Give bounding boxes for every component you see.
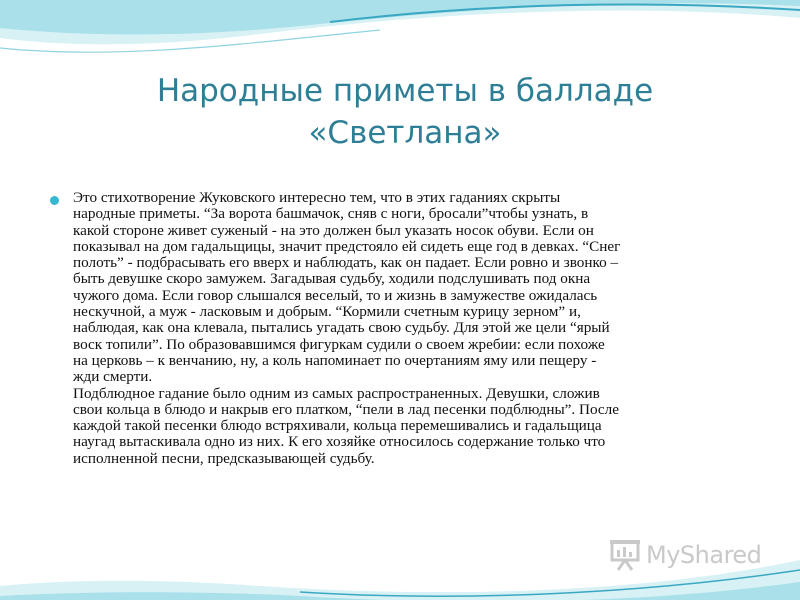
slide-title xyxy=(90,70,720,154)
presentation-board-icon xyxy=(608,538,642,572)
slide-title-line-2: «Светлана» xyxy=(308,115,502,151)
slide-body-text: Это стихотворение Жуковского интересно тем, что в этих гаданиях скрыты народные приметы. “За ворота башмачок, сняв с ноги, бросали”чтобы узнать, в какой стороне живет суженый - на это должен был указать носок обуви. Если он показывал на дом гадальщицы, значит предстояло ей сидеть еще год в девках. “Снег полоть” - подбрасывать его вверх и наблюдать, как он падает. Если ровно и звонко – быть девушке скоро замужем. Загадывая судьбу, ходили подслушивать под окна чужого дома. Если говор слышался веселый, то и жизнь в замужестве ожидалась нескучной, а муж - ласковым и добрым. “Кормили счетным курицу зерном” и, наблюдая, как она клевала, пытались угадать свою судьбу. Для этой же цели “ярый воск топили”. По образовавшимся фигуркам судили о своем жребии: если похоже на церковь – к венчанию, ну, а коль напоминает по очертаниям яму или пещеру - жди смерти. Подблюдное гадание было одним из самых распространенных. Девушки, сложив свои кольца в блюдо и накрыв его платком, “пели в лад песенки подблюдны”. После каждой такой песенки блюдо встряхивали, кольца перемешивались и гадальщица наугад вытаскивала одно из них. К его хозяйке относилось содержание только что исполненной песни, предсказывающей судьбу. xyxy=(73,189,621,467)
watermark-text: MyShared xyxy=(646,541,762,569)
slide-title-line-1: Народные приметы в балладе xyxy=(156,73,654,109)
myshared-watermark xyxy=(608,536,773,574)
bullet-icon xyxy=(50,196,59,205)
